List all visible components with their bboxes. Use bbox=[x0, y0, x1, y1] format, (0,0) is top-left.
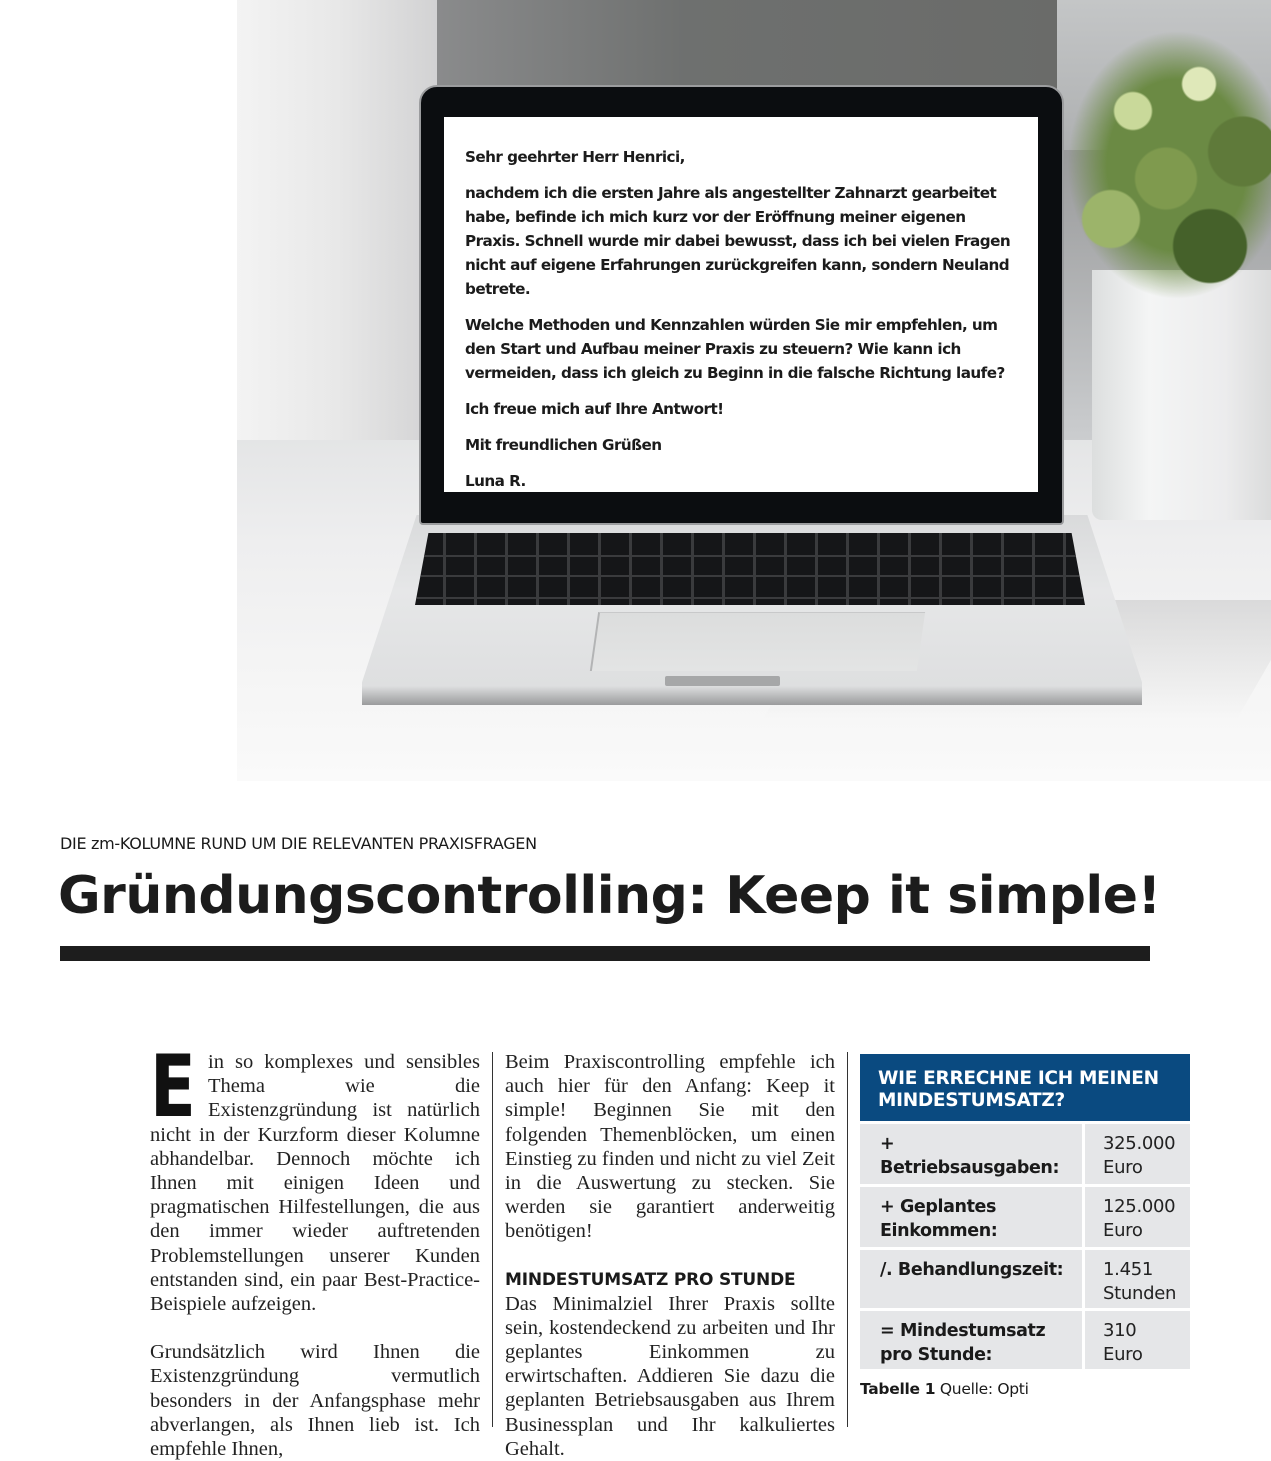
letter-closing: Mit freundlichen Grüßen bbox=[465, 436, 662, 454]
column-divider bbox=[847, 1052, 848, 1427]
article-column-1 bbox=[150, 1037, 480, 1461]
article-kicker: DIE zm-KOLUMNE RUND UM DIE RELEVANTEN PRAXISFRAGEN bbox=[60, 834, 537, 853]
laptop-notch bbox=[665, 676, 780, 686]
row-unit: Euro bbox=[1103, 1157, 1143, 1178]
letter-paragraph: Welche Methoden und Kennzahlen würden Sie mir empfehlen, um den Start und Aufbau meiner Praxis zu steuern? Wie kann ich vermeiden, dass ich gleich zu Beginn in die falsche Richtung laufe? bbox=[465, 316, 1005, 382]
letter-paragraph: nachdem ich die ersten Jahre als angestellter Zahnarzt gearbeitet habe, befinde ich mich kurz vor der Eröffnung meiner eigenen Praxis. Schnell wurde mir dabei bewusst, dass ich bei vielen Fragen nicht auf eigene Erfahrungen zurückgreifen kann, sondern Neuland betrete. bbox=[465, 184, 1011, 298]
keyboard-icon bbox=[415, 533, 1085, 605]
info-box-table bbox=[860, 1054, 1190, 1369]
drop-cap: E bbox=[150, 1037, 196, 1137]
row-label: + Geplantes Einkommen: bbox=[860, 1187, 1082, 1247]
table-caption bbox=[860, 1380, 1029, 1398]
row-value: 310 bbox=[1103, 1320, 1137, 1341]
caption-label: Tabelle 1 bbox=[860, 1380, 936, 1398]
row-value-cell bbox=[1085, 1250, 1190, 1308]
table-row bbox=[860, 1311, 1190, 1369]
column-divider bbox=[492, 1052, 493, 1427]
letter-signature: Luna R. bbox=[465, 472, 526, 490]
row-unit: Euro bbox=[1103, 1220, 1143, 1241]
row-label: + Betriebsausgaben: bbox=[860, 1124, 1082, 1184]
row-unit: Euro bbox=[1103, 1344, 1143, 1365]
body-paragraph: in so komplexes und sensibles Thema wie die Existenzgründung ist natürlich nicht in der Kurzform dieser Kolumne abhandelbar. Dennoch möchte ich Ihnen mit einigen Ideen und pragmatischen Hilfestellungen, die aus den immer wieder auftretenden Problemstellungen unserer Kunden entstanden sind, ein paar Best-Practice-Beispiele aufzeigen. bbox=[150, 1051, 480, 1316]
body-paragraph: Beim Praxiscontrolling empfehle ich auch hier für den Anfang: Keep it simple! Beginnen Sie mit den folgenden Themenblöcken, um einen Einstieg zu finden und nicht zu viel Zeit in die Auswertung zu stecken. Sie werden sie garantiert anderweitig benötigen! bbox=[505, 1051, 835, 1243]
row-label: /. Behandlungszeit: bbox=[860, 1250, 1082, 1308]
article-headline: Gründungscontrolling: Keep it simple! bbox=[58, 866, 1161, 926]
hero-photo bbox=[237, 0, 1271, 781]
caption-source: Quelle: Opti bbox=[939, 1380, 1029, 1398]
info-box-title: WIE ERRECHNE ICH MEINEN MINDESTUMSATZ? bbox=[860, 1054, 1190, 1121]
row-value: 1.451 bbox=[1103, 1259, 1154, 1280]
row-value: 125.000 bbox=[1103, 1196, 1176, 1217]
row-unit: Stunden bbox=[1103, 1283, 1177, 1304]
trackpad bbox=[590, 612, 925, 671]
plant-icon bbox=[1067, 30, 1271, 300]
row-value-cell bbox=[1085, 1124, 1190, 1184]
row-label: = Mindestumsatz pro Stunde: bbox=[860, 1311, 1082, 1369]
plant-pot bbox=[1092, 270, 1271, 520]
row-value: 325.000 bbox=[1103, 1133, 1176, 1154]
article-column-2 bbox=[505, 1050, 835, 1461]
body-paragraph: Grundsätzlich wird Ihnen die Existenzgründung vermutlich besonders in der Anfangsphase mehr abverlangen, als Ihnen lieb ist. Ich empfehle Ihnen, bbox=[150, 1341, 480, 1461]
letter-text bbox=[465, 145, 1025, 505]
row-value-cell bbox=[1085, 1187, 1190, 1247]
body-paragraph: Das Minimalziel Ihrer Praxis sollte sein, kostendeckend zu arbeiten und Ihr geplantes Einkommen zu erwirtschaften. Addieren Sie dazu die geplanten Betriebsausgaben aus Ihrem Businessplan und Ihr kalkuliertes Gehalt. bbox=[505, 1292, 835, 1460]
letter-salutation: Sehr geehrter Herr Henrici, bbox=[465, 148, 685, 166]
table-row bbox=[860, 1124, 1190, 1184]
headline-rule bbox=[60, 946, 1150, 961]
table-row bbox=[860, 1187, 1190, 1247]
table-row bbox=[860, 1250, 1190, 1308]
letter-paragraph: Ich freue mich auf Ihre Antwort! bbox=[465, 400, 724, 418]
row-value-cell bbox=[1085, 1311, 1190, 1369]
section-subheading: MINDESTUMSATZ PRO STUNDE bbox=[505, 1269, 796, 1290]
